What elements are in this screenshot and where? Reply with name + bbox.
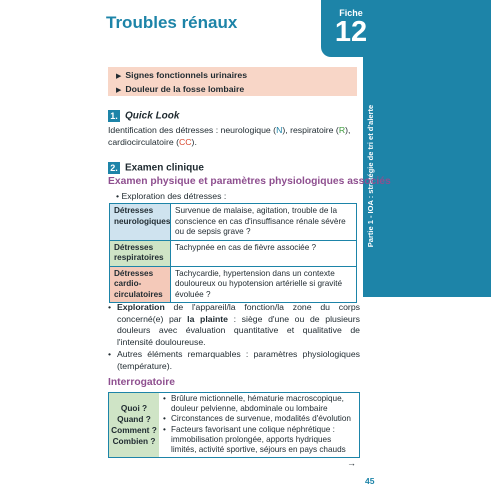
table-cell: Tachycardie, hypertension dans un contexte douloureux ou hypotension artérielle si gravité évoluée ? bbox=[171, 266, 357, 303]
list-item: • Circonstances de survenue, modalités d'évolution bbox=[163, 414, 351, 424]
table-cell: Tachypnée en cas de fièvre associée ? bbox=[171, 240, 357, 266]
exam-bullets bbox=[108, 302, 360, 373]
subheading-interrogatoire: Interrogatoire bbox=[108, 377, 175, 388]
summary-box bbox=[108, 67, 357, 96]
summary-item: ▶ Signes fonctionnels urinaires bbox=[116, 70, 248, 80]
quick-look-text: Identification des détresses : neurologique (N), respiratoire (R), cardiocirculatoire (CC). bbox=[108, 125, 351, 147]
table-row-label: Détresses neurologiques bbox=[110, 204, 171, 241]
question-label: Combien ? bbox=[112, 436, 156, 446]
bullet-dot: • bbox=[116, 191, 122, 201]
interrogatoire-box bbox=[108, 392, 360, 458]
page-title: Troubles rénaux bbox=[106, 13, 238, 32]
fiche-number: 12 bbox=[334, 16, 368, 48]
bullet-dot: • bbox=[163, 414, 166, 424]
bullet-dot: • bbox=[163, 424, 166, 434]
table-row-label: Détresses cardio-circulatoires bbox=[110, 266, 171, 303]
list-item: • Facteurs favorisant une colique néphrétique : immobilisation prolongée, apports hydriques limités, activité sportive, séjours en pays chauds bbox=[163, 424, 346, 455]
page-number: 45 bbox=[365, 476, 375, 486]
triangle-bullet-icon: ▶ bbox=[116, 87, 122, 94]
bullet-dot: • bbox=[108, 349, 112, 359]
table-row bbox=[110, 266, 357, 303]
table-row-label: Détresses respiratoires bbox=[110, 240, 171, 266]
bullet-dot: • bbox=[163, 394, 166, 403]
section-title: Quick Look bbox=[125, 110, 180, 122]
list-item: • Exploration de l'appareil/la fonction/la zone du corps concerné(e) par la plainte : siège d'une ou de plusieurs douleurs avec évaluation quantitative et qualitative de l'intensité douloureuse. bbox=[108, 302, 361, 347]
question-labels bbox=[109, 393, 159, 457]
continue-arrow-icon: → bbox=[347, 458, 356, 468]
fiche-badge bbox=[321, 0, 491, 57]
question-label: Quand ? bbox=[117, 414, 151, 424]
question-answers bbox=[163, 394, 358, 455]
table-row bbox=[110, 240, 357, 266]
bullet-dot: • bbox=[108, 302, 112, 312]
section-number: 2. bbox=[108, 162, 120, 174]
triangle-bullet-icon: ▶ bbox=[116, 73, 122, 80]
summary-item: ▶ Douleur de la fosse lombaire bbox=[116, 84, 245, 94]
section-title: Examen clinique bbox=[125, 162, 204, 174]
section-number: 1. bbox=[108, 110, 120, 122]
question-label: Quoi ? bbox=[120, 403, 148, 413]
subheading-examen-physique: Examen physique et paramètres physiologiques associés bbox=[108, 176, 391, 187]
section-heading-examen-clinique bbox=[108, 159, 204, 177]
exploration-line: • Exploration des détresses : bbox=[116, 191, 227, 201]
list-item: • Brûlure mictionnelle, hématurie macroscopique, douleur pelvienne, abdominale ou lombaire bbox=[163, 394, 344, 414]
list-item: • Autres éléments remarquables : paramètres physiologiques (température). bbox=[108, 349, 360, 371]
fiche-label: Fiche bbox=[339, 8, 363, 18]
distress-table bbox=[109, 203, 357, 303]
section-heading-quick-look bbox=[108, 107, 179, 125]
side-band-label: Partie 1 - IOA : stratégie de tri et d'alerte bbox=[366, 104, 375, 248]
table-cell: Survenue de malaise, agitation, trouble de la conscience en cas d'insuffisance rénale sévère ou de sepsis grave ? bbox=[171, 204, 357, 241]
table-row bbox=[110, 204, 357, 241]
question-label: Comment ? bbox=[111, 425, 157, 435]
